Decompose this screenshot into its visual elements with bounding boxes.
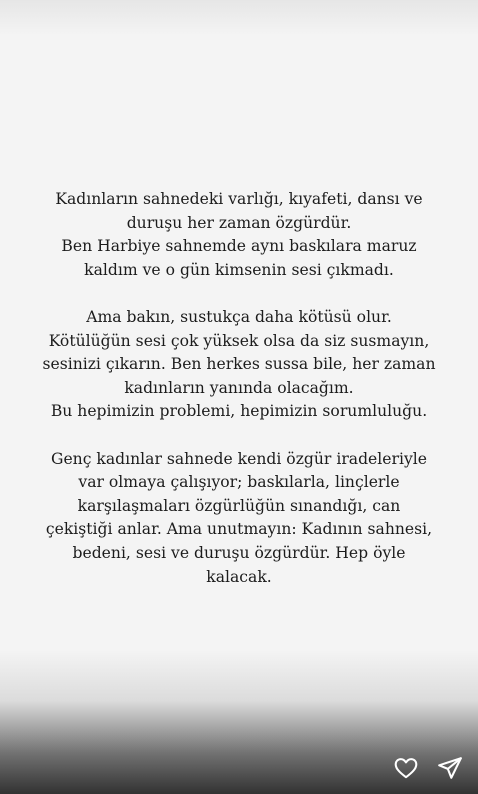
story-line: karşılaşmaları özgürlüğün sınandığı, can (77, 496, 401, 515)
story-line: var olmaya çalışıyor; baskılarla, linçlerle (78, 473, 400, 492)
story-line: Ama bakın, sustukça daha kötüsü olur. (86, 307, 392, 326)
story-line: bedeni, sesi ve duruşu özgürdür. Hep öyle (72, 543, 406, 562)
story-line: Bu hepimizin problemi, hepimizin sorumluluğu. (50, 402, 428, 421)
story-text (24, 188, 454, 613)
story-paragraph-3 (24, 448, 454, 590)
story-line: çekiştiği anlar. Ama unutmayın: Kadının sahnesi, (45, 520, 433, 539)
like-button[interactable] (392, 754, 420, 782)
story-line: kaldım ve o gün kimsenin sesi çıkmadı. (84, 260, 394, 279)
story-paragraph-2 (24, 306, 454, 424)
story-line: Genç kadınlar sahnede kendi özgür iradeleriyle (51, 449, 427, 468)
send-icon (437, 755, 463, 781)
share-button[interactable] (436, 754, 464, 782)
story-line: kalacak. (206, 567, 272, 586)
story-line: Kadınların sahnedeki varlığı, kıyafeti, dansı ve (55, 190, 423, 208)
story-line: kadınların yanında olacağım. (124, 378, 354, 397)
story-paragraph-1 (24, 188, 454, 282)
story-line: duruşu her zaman özgürdür. (126, 213, 352, 232)
heart-icon (393, 755, 419, 781)
story-line: sesinizi çıkarın. Ben herkes sussa bile, her zaman (42, 355, 436, 374)
story-action-bar (392, 754, 464, 782)
story-line: Kötülüğün sesi çok yüksek olsa da siz susmayın, (48, 331, 430, 350)
top-shade (0, 0, 478, 36)
story-line: Ben Harbiye sahnemde aynı baskılara maruz (61, 237, 417, 256)
